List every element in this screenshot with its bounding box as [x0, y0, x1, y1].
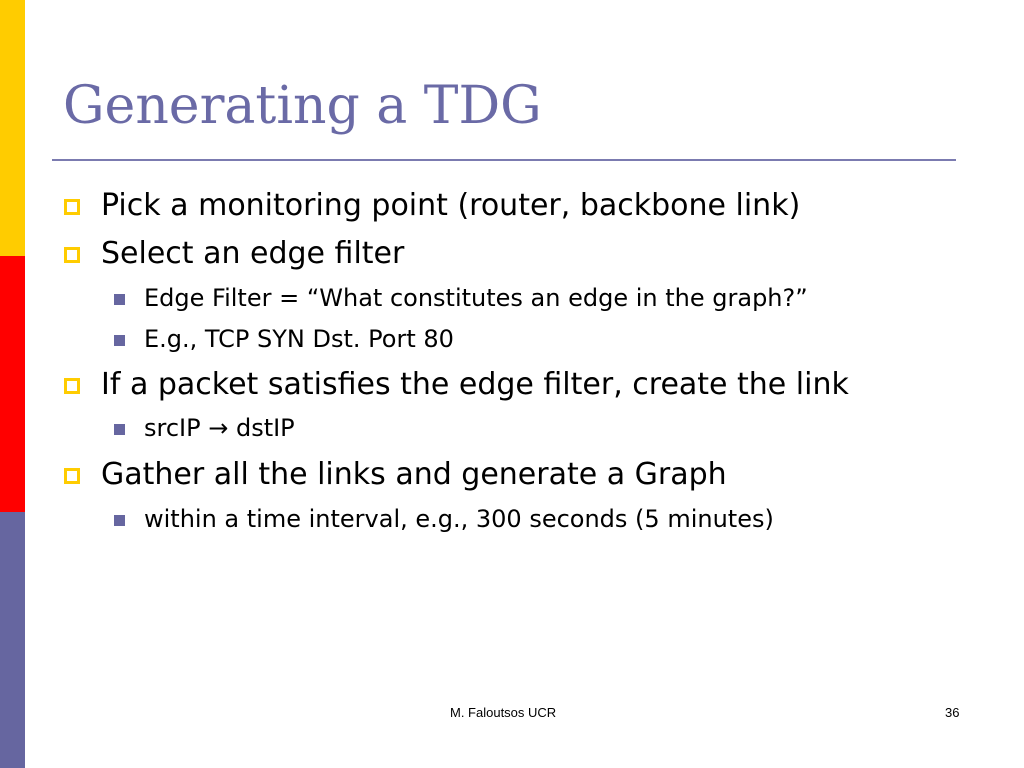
bullet-text: Gather all the links and generate a Graph: [101, 457, 727, 492]
bullet-item-level2: [114, 414, 295, 442]
bullet-item-level1: [64, 457, 727, 492]
bullet-item-level2: [114, 284, 808, 312]
hollow-square-bullet-icon: [64, 199, 80, 215]
filled-square-bullet-icon: [114, 294, 125, 305]
bullet-item-level1: [64, 367, 849, 402]
hollow-square-bullet-icon: [64, 247, 80, 263]
bullet-text: srcIP → dstIP: [144, 414, 295, 442]
hollow-square-bullet-icon: [64, 378, 80, 394]
filled-square-bullet-icon: [114, 335, 125, 346]
slide-title: Generating a TDG: [63, 76, 542, 136]
filled-square-bullet-icon: [114, 424, 125, 435]
footer-page-number: 36: [945, 705, 960, 720]
filled-square-bullet-icon: [114, 515, 125, 526]
bullet-text: Select an edge filter: [101, 236, 405, 271]
bullet-item-level2: [114, 505, 774, 533]
bullet-text: within a time interval, e.g., 300 seconds (5 minutes): [144, 505, 774, 533]
hollow-square-bullet-icon: [64, 468, 80, 484]
bullet-item-level1: [64, 236, 404, 271]
bullet-text: Pick a monitoring point (router, backbone link): [101, 188, 801, 223]
bullet-item-level1: [64, 188, 800, 223]
bullet-text: If a packet satisfies the edge filter, create the link: [101, 367, 849, 402]
bullet-item-level2: [114, 325, 454, 353]
bullet-text: E.g., TCP SYN Dst. Port 80: [144, 325, 454, 353]
footer-author: M. Faloutsos UCR: [450, 705, 557, 720]
bullet-text: Edge Filter = “What constitutes an edge in the graph?”: [144, 284, 808, 312]
